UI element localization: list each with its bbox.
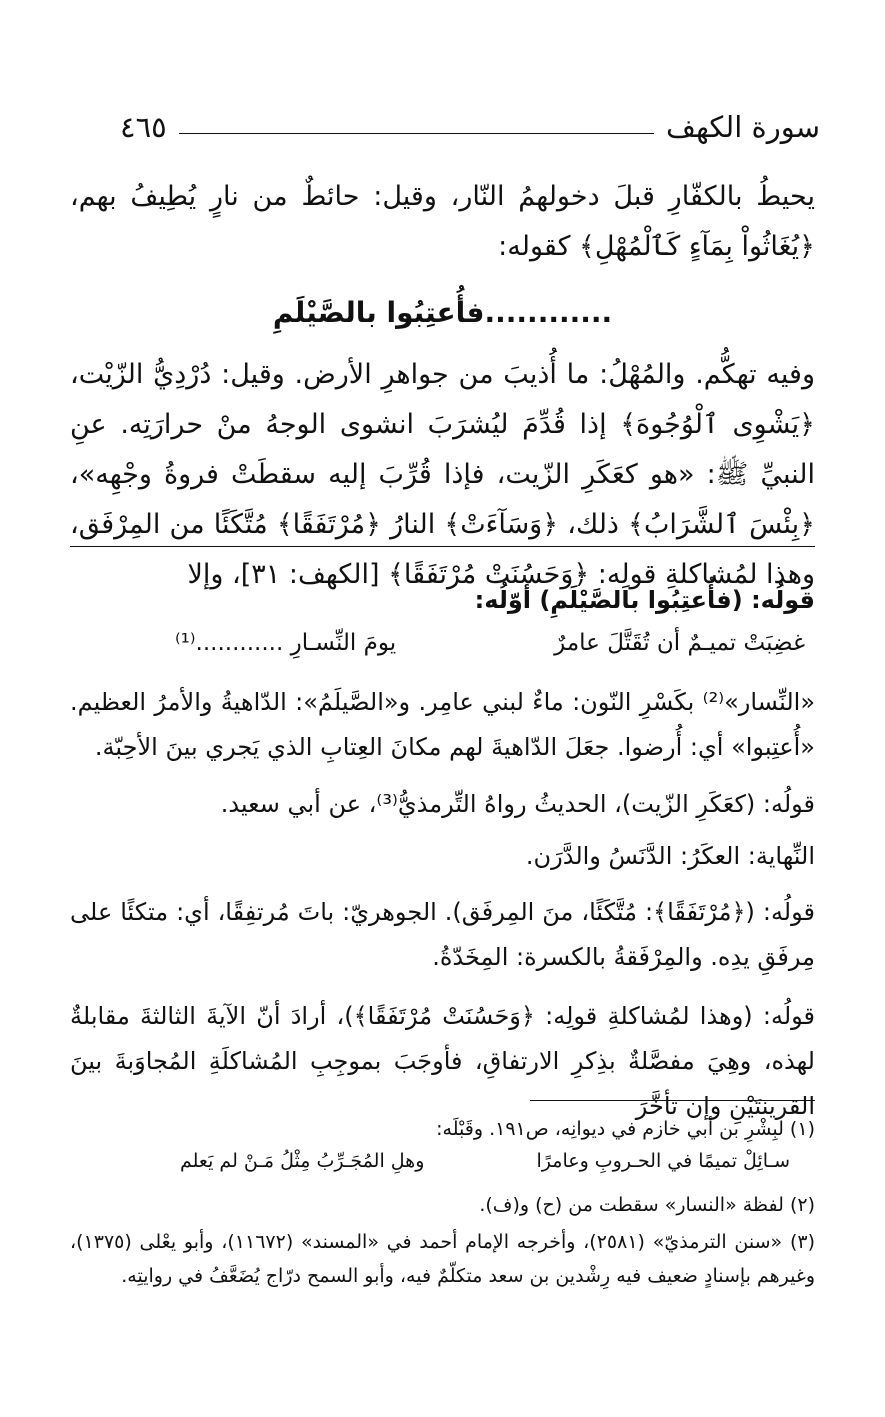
footnote-2: (٢) لفظة «النسار» سقطت من (ح) و(ف). [479,1194,815,1216]
page-header [120,96,820,144]
commentary-3: قولُه: (كعَكَرِ الزّيت)، الحديثُ رواهُ التِّرمذيُّ⁽³⁾، عن أبي سعيد. [220,790,815,818]
commentary-4: النِّهاية: العكَرُ: الدَّنَسُ والدَّرَن. [525,842,815,870]
commentary-6: قولُه: (وهذا لمُشاكلةِ قولِه: ﴿وَحَسُنَتْ مُرْتَفَقًا﴾)، أرادَ أنّ الآيةَ الثالثةَ مقابلةٌ لهذه، وهِيَ مفصَّلةٌ بذِكرِ الارتفاقِ، فأوجَبَ بموجِبِ المُشاكلَةِ المُجاوَبةَ بينَ القرينتَيْنِ وإن تأخَّرَ [70,1002,815,1120]
footnote-3: (٣) «سنن الترمذيّ» (٢٥٨١)، وأخرجه الإمام أحمد في «المسند» (١١٦٧٢)، وأبو يعْلى (١٣٧٥)، وغيرهم بإسنادٍ ضعيف فيه رِشْدين بن سعد متكلّمٌ فيه، وأبو السمح درّاج يُضَعَّفُ في روايتِه. [70,1231,815,1287]
footnote-1: (١) لبِشْرِ بن أبي خازم في ديوانِه، ص١٩١. وقَبْلَه: [436,1118,815,1140]
section-divider [70,546,815,547]
surah-title: سورة الكهف [666,110,820,144]
main-paragraph-1: يحيطُ بالكفّارِ قبلَ دخولهمُ النّار، وقيل: حائطٌ من نارٍ يُطِيفُ بهم، ﴿يُغَاثُواْ بِمَآءٍ كَٱلْمُهْلِ﴾ كقوله: [70,181,815,262]
commentary-2: «النِّسار»⁽²⁾ بكَسْرِ النّون: ماءٌ لبني عامِر. و«الصَّيلَمُ»: الدّاهيةُ والأمرُ العظيم. «أُعتِبوا» أي: أُرضوا. جعَلَ الدّاهيةَ لهم مكانَ العِتابِ الذي يَجري بينَ الأحِبّة. [70,688,815,761]
footnote-divider [530,1100,815,1101]
commentary-5: قولُه: (﴿مُرْتَفَقًا﴾: مُتَّكَئًا، منَ المِرفَق). الجوهريّ: باتَ مُرتفِقًا، أي: متكئًا على مِرفَقِ يدِه. والمِرْفَقةُ بالكسرة: المِخَدّةُ. [70,898,815,971]
commentary-1: قولُه: (فأُعتِبُوا بالصَّيْلَمِ) أوّلُه: [474,586,815,614]
page-number: ٤٦٥ [120,110,167,144]
footnote-poem-right: سـائِلْ تميمًا في الحـروبِ وعامرًا [536,1150,790,1172]
poem-hemistich-right: غضِبَتْ تميـمٌ أن تُقَتَّلَ عامرٌ [554,630,805,656]
header-rule [179,133,654,134]
verse-line: ............فأُعتِبُوا بالصَّيْلَمِ [272,296,613,329]
poem-hemistich-left: يومَ النِّسـارِ ............⁽¹⁾ [175,630,397,656]
footnote-poem-left: وهلِ المُجَـرِّبُ مِثْلُ مَـنْ لم يَعلم [180,1150,425,1172]
main-paragraph-2: وفيه تهكُّم. والمُهْلُ: ما أُذيبَ من جواهرِ الأرض. وقيل: دُرْدِيُّ الزّيْت، ﴿يَشْوِى ٱلْوُجُوهَ﴾ إذا قُدِّمَ ليُشرَبَ انشوى الوجهُ منْ حرارَتِه. عنِ النبيِّ ﷺ: «هو كعَكَرِ الزّيت، فإذا قُرِّبَ إليه سقطَتْ فروةُ وجْهِه»، ﴿بِئْسَ ٱلشَّرَابُ﴾ ذلك، ﴿وَسَآءَتْ﴾ النارُ ﴿مُرْتَفَقًا﴾ مُتَّكَئًا من المِرْفَق، وهذا لمُشاكلةِ قولِه: ﴿وَحَسُنَتْ مُرْتَفَقًا﴾ [الكهف: ٣١]، وإلا [70,359,815,590]
